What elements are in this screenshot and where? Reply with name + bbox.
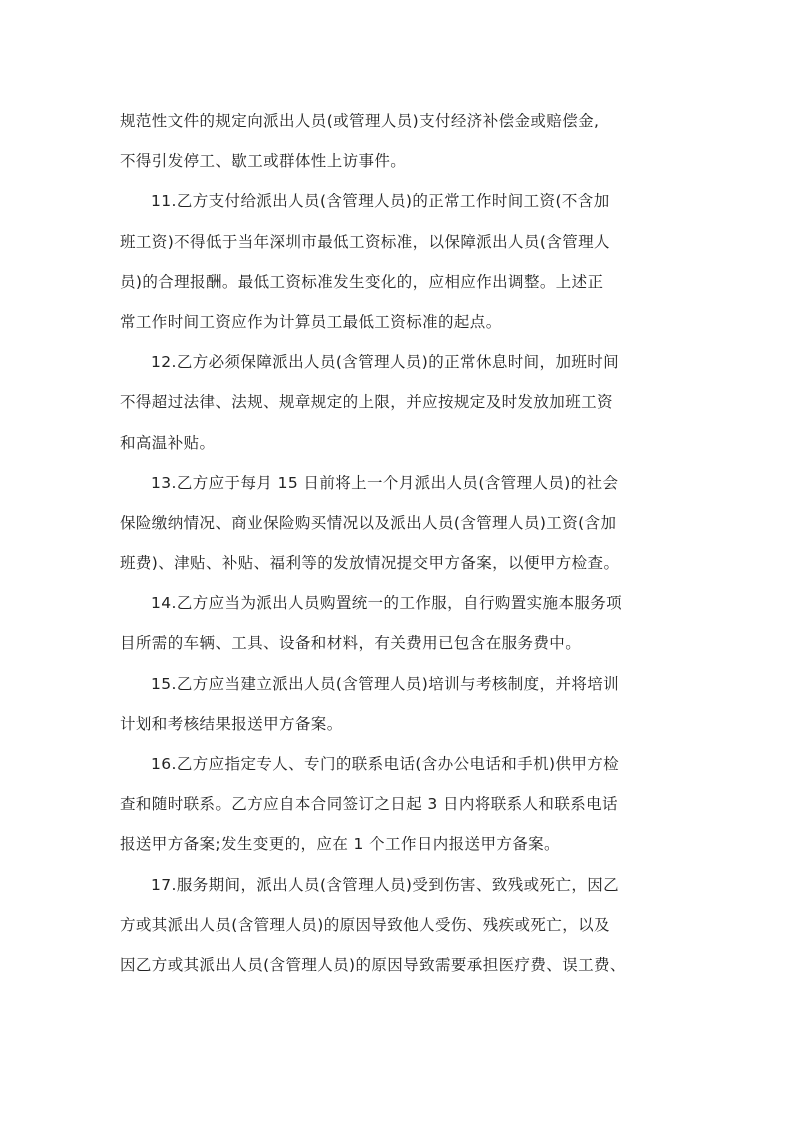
text-line: 查和随时联系。乙方应自本合同签订之日起 3 日内将联系人和联系电话 [120,795,618,814]
clause-12-line: 12.乙方必须保障派出人员(含管理人员)的正常休息时间，加班时间 [151,353,620,372]
text-line: 班工资)不得低于当年深圳市最低工资标准，以保障派出人员(含管理人 [120,232,610,251]
text-line: 因乙方或其派出人员(含管理人员)的原因导致需要承担医疗费、误工费、 [120,955,626,974]
text-line: 计划和考核结果报送甲方备案。 [120,714,343,733]
text-line: 不得超过法律、法规、规章规定的上限，并应按规定及时发放加班工资 [120,393,613,412]
text-line: 不得引发停工、歇工或群体性上访事件。 [120,152,407,171]
text-line: 常工作时间工资应作为计算员工最低工资标准的起点。 [120,312,502,331]
text-line: 目所需的车辆、工具、设备和材料，有关费用已包含在服务费中。 [120,634,582,653]
text-line: 保险缴纳情况、商业保险购买情况以及派出人员(含管理人员)工资(含加 [120,513,617,532]
text-line: 方或其派出人员(含管理人员)的原因导致他人受伤、残疾或死亡，以及 [120,915,610,934]
clause-14-line: 14.乙方应当为派出人员购置统一的工作服，自行购置实施本服务项 [151,594,623,613]
clause-13-line: 13.乙方应于每月 15 日前将上一个月派出人员(含管理人员)的社会 [151,473,619,492]
text-line: 班费)、津贴、补贴、福利等的发放情况提交甲方备案，以便甲方检查。 [120,554,620,573]
text-line: 规范性文件的规定向派出人员(或管理人员)支付经济补偿金或赔偿金, [120,112,600,130]
text-line: 报送甲方备案;发生变更的，应在 1 个工作日内报送甲方备案。 [120,835,560,854]
clause-17-line: 17.服务期间，派出人员(含管理人员)受到伤害、致残或死亡，因乙 [151,875,620,894]
text-line: 和高温补贴。 [120,433,216,452]
document-body [120,101,680,985]
clause-16-line: 16.乙方应指定专人、专门的联系电话(含办公电话和手机)供甲方检 [151,755,620,773]
text-line: 员)的合理报酬。最低工资标准发生变化的，应相应作出调整。上述正 [120,272,604,291]
clause-11-line: 11.乙方支付给派出人员(含管理人员)的正常工作时间工资(不含加 [151,192,610,211]
clause-15-line: 15.乙方应当建立派出人员(含管理人员)培训与考核制度，并将培训 [151,674,620,693]
